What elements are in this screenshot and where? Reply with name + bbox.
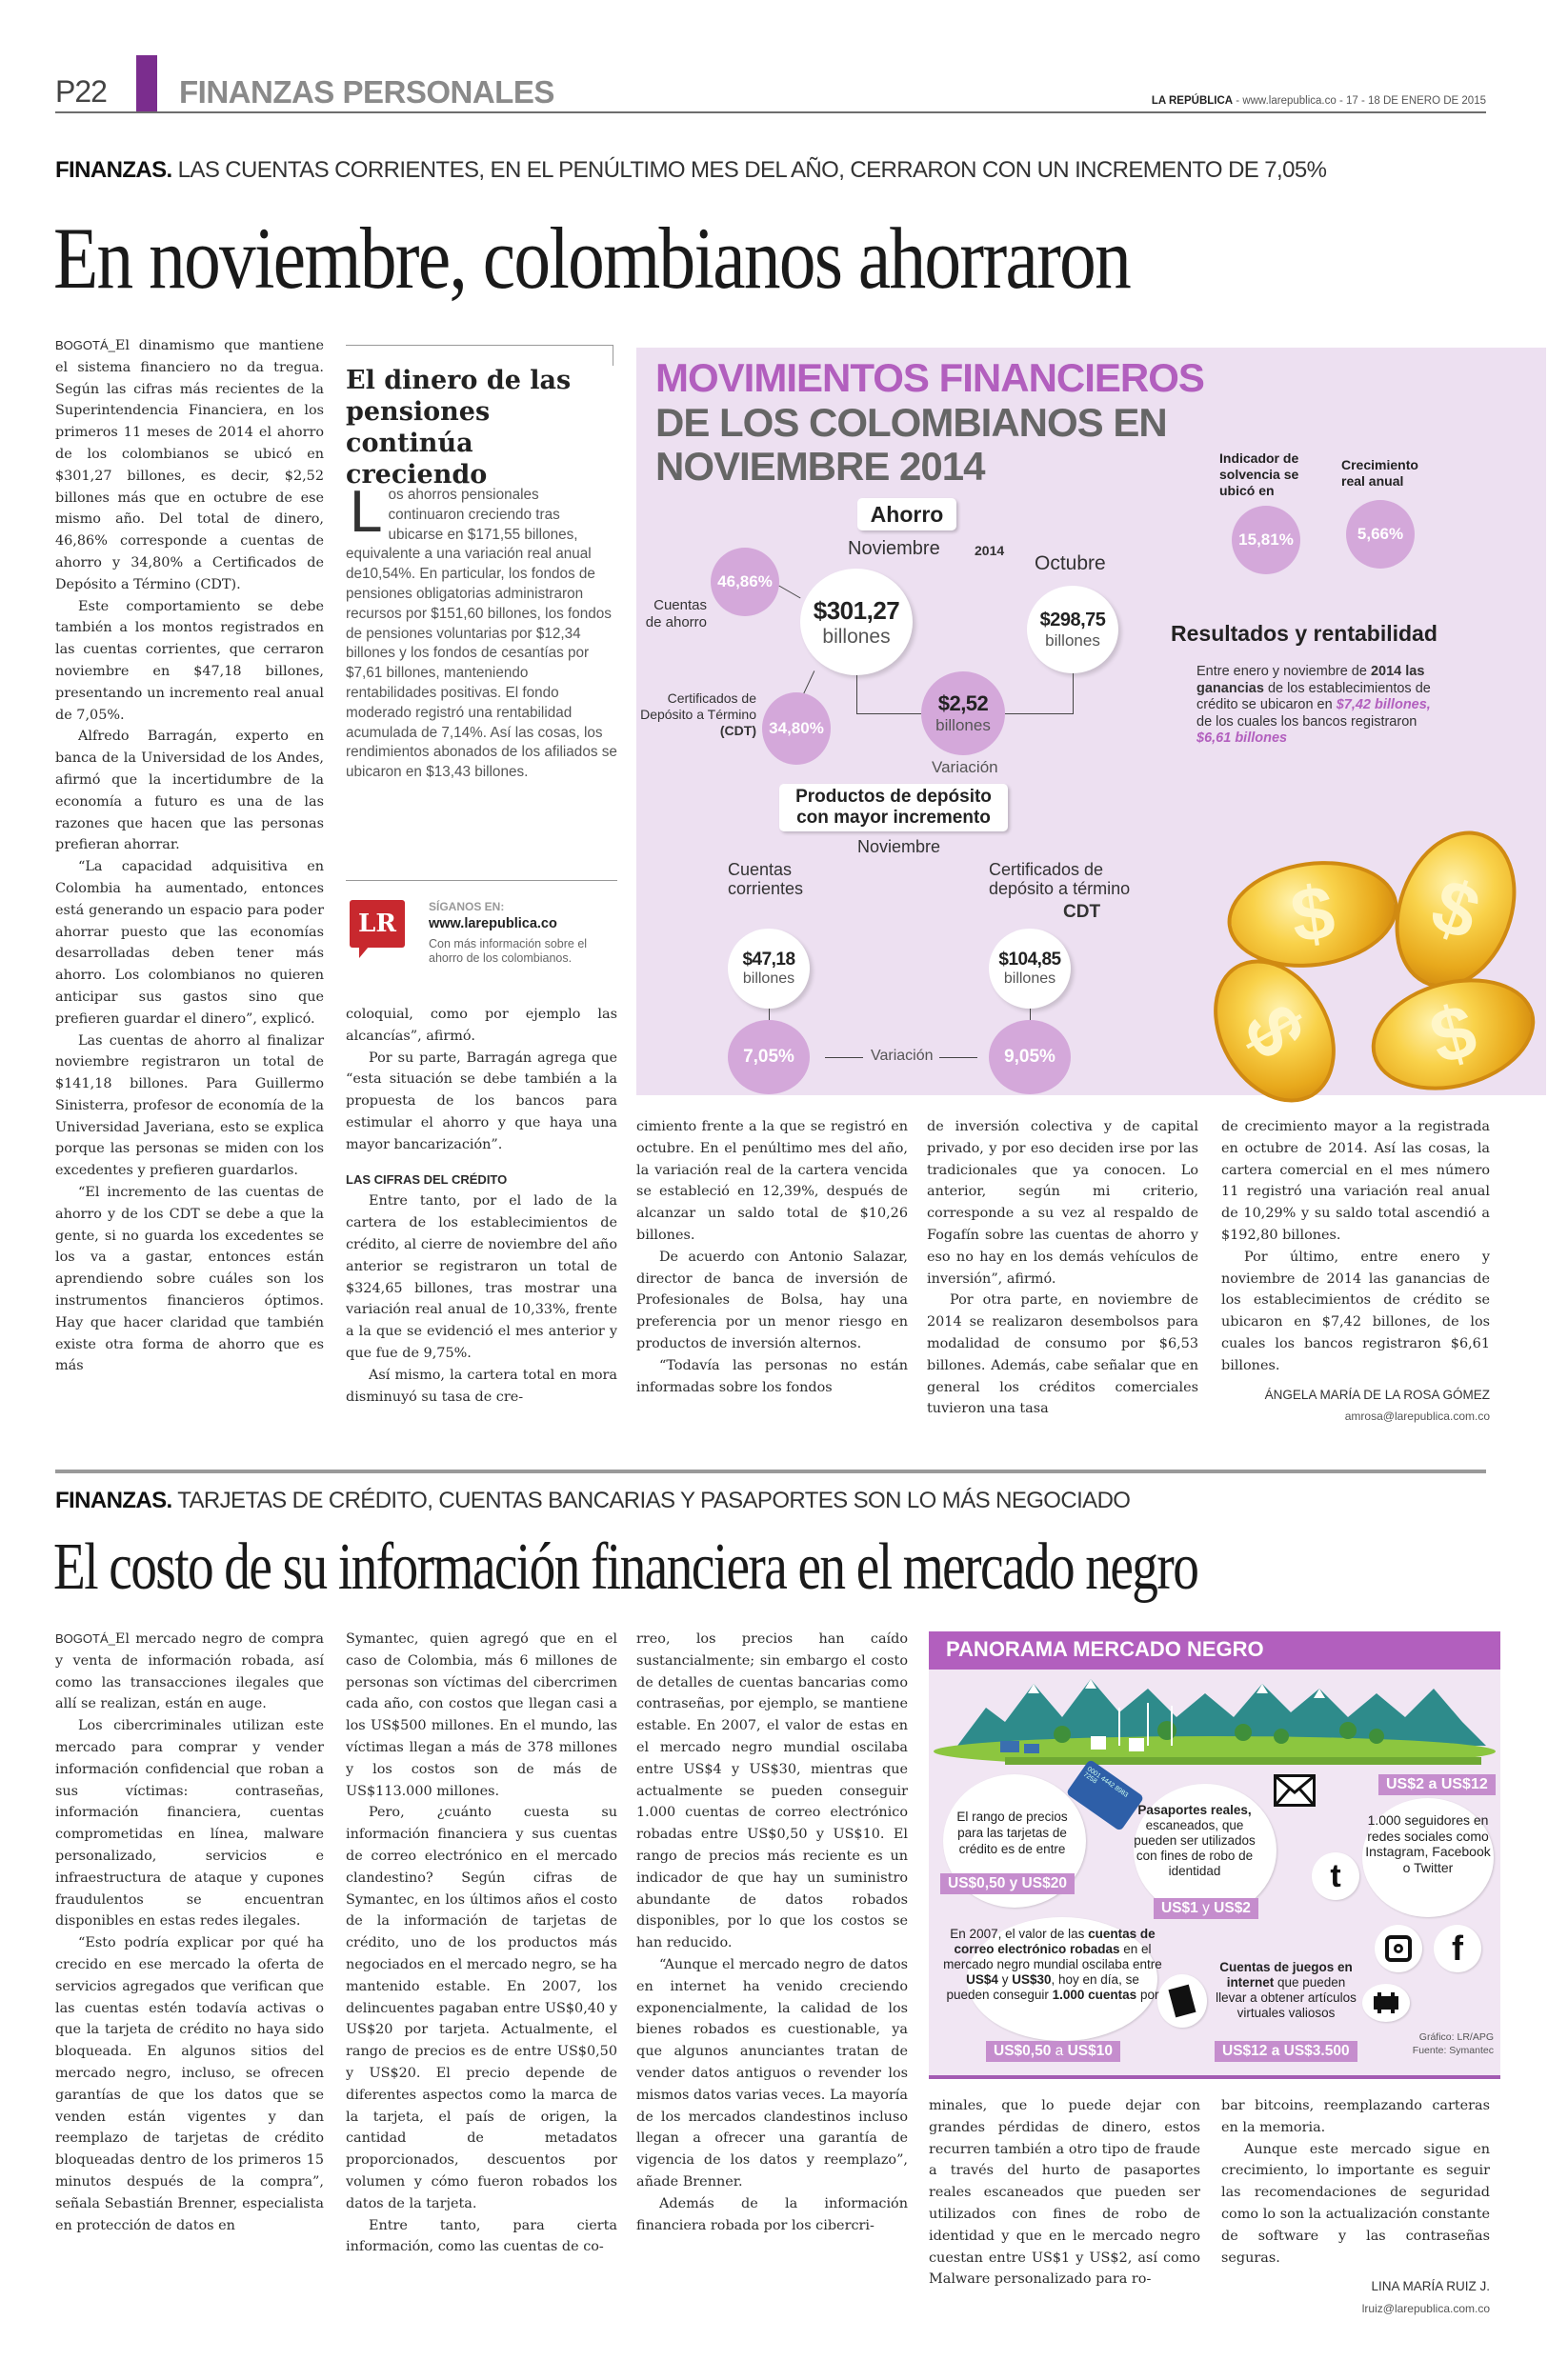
follow-description: Con más información sobre el ahorro de los colombianos.	[429, 937, 588, 965]
card-price: US$0,50 y US$20	[940, 1873, 1075, 1894]
sidebar-title: El dinero de las pensiones continúa creciendo	[346, 366, 572, 490]
follow-url-link[interactable]: www.larepublica.co	[429, 916, 557, 931]
dateline: BOGOTÁ_	[55, 338, 115, 352]
current-accounts-label: Cuentas corrientes	[728, 860, 804, 898]
price-high: US$2	[1214, 1900, 1251, 1916]
article1-kicker	[55, 157, 1326, 184]
article2-headline: El costo de su información financiera en el mercado negro	[53, 1530, 1198, 1604]
cdt2-pct: 9,05%	[1004, 1047, 1055, 1067]
november-value: $301,27	[813, 595, 900, 625]
issue-date: 17 - 18 DE ENERO DE 2015	[1345, 95, 1486, 107]
connector-line	[856, 675, 857, 713]
november-label: Noviembre	[848, 538, 940, 559]
passport-price	[1154, 1898, 1258, 1919]
variation-value: $2,52	[937, 691, 989, 715]
savings-accounts-circle	[711, 548, 779, 616]
solvency-label: Indicador de solvencia se ubicó en	[1219, 450, 1299, 498]
connector-line	[1005, 713, 1074, 714]
header-rule	[55, 111, 1486, 113]
cdt-pct: 34,80%	[769, 719, 824, 737]
year-label: 2014	[975, 543, 1005, 558]
passport-desc: escaneados, que pueden ser utilizados con fines de robo de identidad	[1134, 1818, 1256, 1878]
paragraph: Alfredo Barragán, experto en banca de la Universidad de los Andes, afirmó que la incertidumbre de la economía a futuro es una de las razones que hacen que las personas prefieran ahorrar.	[55, 729, 324, 853]
results-text	[1196, 664, 1446, 748]
coin-symbol: $	[1227, 990, 1323, 1070]
games-text	[1215, 1960, 1357, 2021]
infographic-subtitle: DE LOS COLOMBIANOS EN NOVIEMBRE 2014	[655, 400, 1167, 489]
cdt-value-circle	[989, 929, 1071, 1009]
unit-label: billones	[935, 716, 991, 734]
kicker-text: TARJETAS DE CRÉDITO, CUENTAS BANCARIAS Y PASAPORTES SON LO MÁS NEGOCIADO	[177, 1488, 1131, 1513]
games-bold: Cuentas de juegos en internet	[1219, 1960, 1353, 1990]
section-accent-bar	[136, 55, 157, 112]
page-number: P22	[55, 74, 107, 109]
cdt-label-abbr: (CDT)	[719, 723, 756, 738]
paragraph: De acuerdo con Antonio Salazar, director de banca de inversión de Profesionales de Bolsa, hay una preferencia por un menor riesgo en productos de inversión alternos.	[636, 1249, 908, 1351]
card-number: 0001 4442 8983 7258	[1081, 1766, 1130, 1799]
paragraph: rreo, los precios han caído sustancialmente; sin embargo el costo de detalles de cuentas bancarias como contraseñas, por ejemplo, se mantiene estable. En 2007, el valor de estas en el mercado negro mundial oscilaba entre US$4 y US$30, mientras que actualmente se pueden conseguir 1.000 cuentas de correo electrónico robadas entre US$0,50 y US$10. El rango de precios más reciente es un indicador de que hay un suministro abundante de datos robados disponibles, por lo que los costos se han reducido.	[636, 1631, 908, 1951]
coin-symbol: $	[1285, 869, 1340, 959]
results-title: Resultados y rentabilidad	[1171, 621, 1437, 646]
article2-column-1	[55, 1629, 324, 2371]
article1-column-1	[55, 335, 324, 1459]
savings-pct: 46,86%	[717, 572, 773, 590]
price-join: a	[1055, 2043, 1064, 2059]
paragraph: “El incremento de las cuentas de ahorro y de los CDT se debe a que la gente, si no guarda los excedentes se los va a gastar, entonces están aprendiendo sobre cuáles son los instrumentos financieros óptimos. Hay que hacer claridad que también existe otra forma de ahorro que es más	[55, 1185, 324, 1374]
products-variation-label: Variación	[871, 1048, 934, 1064]
unit-label: billones	[1003, 970, 1056, 987]
coin-symbol: $	[1421, 862, 1491, 956]
current-accounts-pct-circle	[728, 1020, 810, 1094]
paragraph: “Todavía las personas no están informadas sobre los fondos	[636, 1357, 908, 1395]
paragraph: Los cibercriminales utilizan este mercado para comprar y vender información confidencial que roban a sus víctimas: contraseñas, información financiera, cuentas comprometidas en línea, malware personalizado, servicios e infraestructura de ataque y cupones fraudulentos se encuentran disponibles en estas redes ilegales.	[55, 1718, 324, 1930]
email-text-2: en el mercado negro mundial oscilaba entre	[943, 1942, 1162, 1971]
products-month: Noviembre	[857, 837, 941, 856]
author-email[interactable]: lruiz@larepublica.com.co	[1361, 2302, 1490, 2316]
facebook-glyph: f	[1452, 1929, 1463, 1968]
email-bold-4: 1.000 cuentas	[1052, 1988, 1137, 2002]
lr-logo: LR	[350, 900, 405, 948]
cdt-term-label: Certificados de depósito a término	[989, 860, 1131, 898]
infographic-financial-movements	[636, 348, 1546, 1095]
twitter-icon	[1312, 1852, 1359, 1900]
paragraph: bar bitcoins, reemplazando carteras en la memoria.	[1221, 2098, 1490, 2135]
sidebar-text: os ahorros pensionales continuaron creciendo tras ubicarse en $171,55 billones, equivalente a una variación real anual de10,54%. En particular, los fondos de pensiones obligatorias administraron recursos por $151,60 billones, los fondos de pensiones voluntarias por $12,34 billones y los fondos de cesantías por $7,61 billones, manteniendo rentabilidades positivas. El fondo moderado registró una rentabilidad acumulada de 7,14%. Así las cosas, los rendimientos abonados de los afiliados se ubicaron en $13,43 billones.	[346, 487, 617, 781]
article1-column-2	[346, 1004, 617, 1461]
article1-column-3	[636, 1116, 908, 1461]
cdt-label	[638, 690, 756, 739]
article2-byline	[1221, 2276, 1490, 2320]
paragraph: “La capacidad adquisitiva en Colombia ha aumentado, entonces está generando un espacio para poder ahorrar puesto que las economías desarrolladas deben tener más ahorro. Los colombianos no quieren anticipar sus gastos sino que prefieren guardar el dinero”, explicó.	[55, 859, 324, 1027]
email-text-5: por	[1139, 1988, 1159, 2002]
game-invader-icon	[1362, 1984, 1410, 2022]
kicker-text: LAS CUENTAS CORRIENTES, EN EL PENÚLTIMO MES DEL AÑO, CERRARON CON UN INCREMENTO DE 7,05%	[177, 157, 1327, 183]
article1-column-4	[927, 1116, 1198, 1461]
sidebar-body	[346, 479, 617, 783]
results-text-1: Entre enero y noviembre de	[1196, 664, 1367, 679]
games-price: US$12 a US$3.500	[1215, 2041, 1357, 2062]
paragraph: Aunque este mercado sigue en crecimiento, lo importante es seguir las recomendaciones de seguridad como lo son la actualización constante de software y las contraseñas seguras.	[1221, 2141, 1490, 2266]
article-divider	[55, 1470, 1486, 1473]
connector-line	[939, 1057, 977, 1058]
solvency-value: 15,81%	[1238, 530, 1294, 549]
paragraph: Por último, entre enero y noviembre de 2014 las ganancias de los establecimientos de crédito se ubicaron en $7,42 billones, de los cuales los bancos registraron $6,61 billones.	[1221, 1249, 1490, 1373]
email-price	[986, 2041, 1120, 2062]
infographic-title: PANORAMA MERCADO NEGRO	[929, 1631, 1500, 1670]
price-high: US$10	[1067, 2043, 1113, 2059]
graphic-credit: Gráfico: LR/APG	[1418, 2031, 1494, 2043]
paragraph: Por otra parte, en noviembre de 2014 se realizaron desembolsos para modalidad de consumo por $6,53 billones. Además, cabe señalar que en general los créditos comerciales tuvieron una tasa	[927, 1292, 1198, 1417]
cdt-value: $104,85	[998, 950, 1061, 970]
unit-label: billones	[822, 625, 891, 648]
paragraph-text: El dinamismo que mantiene el sistema financiero no da tregua. Según las cifras más recientes de la Superintendencia Financiera, en los primeros 11 meses de 2014 el ahorro de los colombianos se ubicó en $301,27 billones, es decir, $2,52 billones más que en octubre de ese mismo año. Del total de dinero, 46,86% corresponde a cuentas de ahorro y 34,80% a Certificados de Depósito a Término (CDT).	[55, 338, 324, 592]
ahorro-label: Ahorro	[857, 498, 956, 530]
coin-icon	[1189, 937, 1360, 1124]
cdt-circle	[762, 692, 831, 765]
results-bold: 2014 las ganancias	[1196, 664, 1425, 696]
landscape-illustration	[929, 1670, 1500, 1765]
paragraph: Entre tanto, por el lado de la cartera de los establecimientos de crédito, al cierre de noviembre del año anterior se registraron un total de $324,65 billones, tras mostrar una variación real anual de 10,33%, frente a la que se evidenció el mes anterior y que fue de 9,75%.	[346, 1193, 617, 1361]
games-desc: que pueden llevar a obtener artículos virtuales valiosos	[1216, 1975, 1357, 2020]
price-low: US$1	[1161, 1900, 1198, 1916]
follow-label: SÍGANOS EN:	[429, 900, 505, 913]
section-title: FINANZAS PERSONALES	[179, 74, 554, 110]
instagram-icon	[1375, 1925, 1422, 1972]
twitter-glyph: t	[1330, 1857, 1341, 1894]
article2-column-3	[636, 1629, 908, 2371]
coin-icon	[1358, 961, 1547, 1107]
connector-line	[1073, 673, 1074, 713]
october-value: $298,75	[1039, 609, 1106, 630]
masthead: LA REPÚBLICA - www.larepublica.co - 17 - 18 DE ENERO DE 2015	[1151, 95, 1486, 107]
price-low: US$0,50	[994, 2043, 1052, 2059]
article1-column-5	[1221, 1116, 1490, 1461]
passport-bold: Pasaportes reales,	[1137, 1803, 1252, 1817]
paragraph: de crecimiento mayor a la registrada en octubre de 2014. Así las cosas, la cartera comercial en el mes número 11 registró una variación real anual de 10,29% y su saldo total ascendió a $192,80 billones.	[1221, 1119, 1490, 1243]
growth-value: 5,66%	[1357, 525, 1404, 543]
results-value-1: $7,42 billones,	[1336, 697, 1431, 712]
passport-text	[1124, 1803, 1265, 1879]
author-name: ÁNGELA MARÍA DE LA ROSA GÓMEZ	[1264, 1387, 1490, 1402]
article1-headline: En noviembre, colombianos ahorraron	[53, 210, 1131, 307]
connector-line	[856, 713, 921, 714]
results-text-2: de los establecimientos de crédito se ubicaron en	[1196, 680, 1431, 712]
unit-label: billones	[1045, 630, 1100, 650]
article2-column-5	[1221, 2095, 1490, 2371]
infographic-title: MOVIMIENTOS FINANCIEROS	[655, 355, 1204, 400]
paragraph: minales, que lo puede dejar con grandes pérdidas de dinero, estos recurren también a otro tipo de fraude a través del hurto de pasaportes reales escaneados que pueden ser utilizados con fines de robo de identidad y que en le mercado negro cuestan entre US$1 y US$2, así como Malware personalizado para ro-	[929, 2098, 1200, 2288]
current-pct: 7,05%	[743, 1047, 794, 1067]
card-text: El rango de precios para las tarjetas de crédito es de entre	[956, 1810, 1068, 1856]
paragraph: “Esto podría explicar por qué ha crecido en ese mercado la oferta de servicios agregados que verifican que las cuentas estén todavía activas o que la tarjeta de crédito no haya sido bloqueada. En algunos sitios del mercado negro, incluso, se ofrecen garantías de que los datos que se venden están vigentes y dan reemplazo de tarjetas de crédito bloqueadas dentro de los primeros 15 minutos después de la compra”, señala Sebastián Brenner, especialista en protección de datos en	[55, 1935, 324, 2233]
social-price: US$2 a US$12	[1378, 1774, 1496, 1795]
variation-label: Variación	[932, 758, 998, 776]
price-join: y	[1202, 1900, 1210, 1916]
coin-symbol: $	[1421, 987, 1485, 1081]
current-accounts-value-circle	[728, 929, 810, 1009]
article2-column-4	[929, 2095, 1200, 2371]
paragraph: Además de la información financiera robada por los cibercri-	[636, 2195, 908, 2233]
unit-label: billones	[742, 970, 795, 987]
paragraph: “Aunque el mercado negro de datos en internet ha venido creciendo exponencialmente, la calidad de los bienes robados es cuestionable, ya que algunos anunciantes tratan de vender datos antiguos o revender los mismos datos varias veces. La mayoría de los mercados clandestinos incluso llegan a ofrecer una garantía de vigencia de los datos y reemplazo”, añade Brenner.	[636, 1956, 908, 2190]
social-text: 1.000 seguidores en redes sociales como Instagram, Facebook o Twitter	[1365, 1812, 1491, 1875]
paragraph: Symantec, quien agregó que en el caso de Colombia, más 6 millones de personas son víctimas del cibercrimen cada año, con costos que llegan casi a los US$500 millones. En el mundo, las víctimas llegan a más de 378 millones y los costos son de más de US$113.000 millones.	[346, 1631, 617, 1799]
paragraph-text: El mercado negro de compra y venta de información robada, así como las transacciones ilegales que allí se realizan, están en auge.	[55, 1631, 324, 1712]
sidebar-rule	[346, 345, 613, 346]
kicker-tag: FINANZAS.	[55, 1488, 172, 1513]
email-text-4: , hoy en día, se pueden conseguir	[946, 1972, 1139, 2002]
logo-speech-tail	[359, 947, 369, 958]
paragraph: Entre tanto, para cierta información, como las cuentas de co-	[346, 2217, 617, 2255]
growth-circle	[1346, 500, 1415, 569]
coin-icon	[1375, 814, 1538, 1006]
paragraph: coloquial, como por ejemplo las alcancías”, afirmó.	[346, 1007, 617, 1044]
graphic-source: Fuente: Symantec	[1412, 2045, 1494, 2056]
cdt-pct-circle	[989, 1020, 1071, 1094]
growth-label: Crecimiento real anual	[1341, 457, 1418, 489]
facebook-icon	[1434, 1925, 1481, 1972]
email-text	[943, 1927, 1162, 2003]
paragraph: Las cuentas de ahorro al finalizar noviembre registraron un total de $141,18 billones. Para Guillermo Sinisterra, profesor de economía de la Universidad Javeriana, esto se explica porque las personas se miden con los excedentes y prefieren guardarlos.	[55, 1032, 324, 1179]
email-bold-1: cuentas de correo electrónico robadas	[954, 1927, 1156, 1956]
paragraph: Así mismo, la cartera total en mora disminuyó su tasa de cre-	[346, 1367, 617, 1405]
email-bold-3: US$30	[1012, 1972, 1052, 1987]
drop-cap: L	[350, 479, 383, 545]
solvency-circle	[1232, 506, 1300, 574]
website-link[interactable]: www.larepublica.co	[1242, 95, 1337, 107]
dateline: BOGOTÁ_	[55, 1631, 115, 1646]
cdt-abbr: CDT	[1063, 902, 1101, 922]
paragraph: cimiento frente a la que se registró en octubre. En el penúltimo mes del año, la variación real de la cartera vencida se estableció en 12,39%, después de alcanzar un saldo total de $10,26 billones.	[636, 1119, 908, 1243]
results-text-3: de los cuales los bancos registraron	[1196, 713, 1417, 730]
infographic-black-market	[929, 1631, 1500, 2079]
email-bold-2: US$4	[966, 1972, 998, 1987]
email-text-3: y	[1001, 1972, 1009, 1987]
sidebar-rule	[346, 880, 617, 881]
subheading: LAS CIFRAS DEL CRÉDITO	[346, 1171, 508, 1187]
kicker-tag: FINANZAS.	[55, 157, 172, 183]
paragraph: Por su parte, Barragán agrega que “esta situación se debe también a la propuesta de los bancos para estimular el ahorro y que haya una mayor bancarización”.	[346, 1050, 617, 1152]
results-value-2: $6,61 billones	[1196, 730, 1288, 746]
cdt-label-text: Certificados de Depósito a Término	[640, 690, 756, 722]
publication-name: LA REPÚBLICA	[1151, 95, 1234, 107]
envelope-icon	[1274, 1774, 1316, 1807]
savings-accounts-label: Cuentas de ahorro	[645, 597, 707, 630]
email-text-1: En 2007, el valor de las	[950, 1927, 1085, 1941]
october-label: Octubre	[1035, 552, 1106, 574]
paragraph: Pero, ¿cuánto cuesta su información financiera y sus cuentas de correo electrónico en el mercado clandestino? Según cifras de Symantec, en los últimos años el costo de la información de tarjetas de crédito, uno de los productos más negociados en el mercado negro, se ha mantenido estable. En 2007, los delincuentes pagaban entre US$0,40 y US$20 por tarjeta. Actualmente, el rango de precios es de entre US$0,50 y US$20. El precio depende de diferentes aspectos como la marca de la tarjeta, el país de origen, la cantidad de metadatos proporcionados, descuentos por volumen y cómo fueron robados los datos de la tarjeta.	[346, 1805, 617, 2211]
paragraph: Este comportamiento se debe también a los montos registrados en las cuentas corrientes, que cerraron noviembre en $47,18 billones, presentando un incremento real anual de 7,05%.	[55, 598, 324, 723]
paragraph	[55, 335, 324, 596]
coin-icon	[1220, 850, 1405, 978]
paragraph: de inversión colectiva y de capital privado, y por eso deciden irse por las tradicionales que ya conocen. Lo anterior, según mi criterio, corresponde a su vez al respaldo de Fogafín sobre las cuentas de ahorro y eso no hay en los demás vehículos de inversión”, afirmó.	[927, 1119, 1198, 1287]
products-label: Productos de depósito con mayor incremento	[779, 784, 1008, 831]
november-savings-circle	[800, 569, 913, 675]
current-value: $47,18	[742, 950, 795, 970]
october-savings-circle	[1027, 586, 1118, 673]
author-name: LINA MARÍA RUIZ J.	[1371, 2279, 1490, 2294]
author-email[interactable]: amrosa@larepublica.com.co	[1344, 1410, 1490, 1424]
article2-column-2	[346, 1629, 617, 2371]
variation-circle	[921, 671, 1005, 755]
article1-byline	[1221, 1385, 1490, 1429]
article2-kicker	[55, 1488, 1130, 1514]
connector-line	[778, 586, 800, 599]
notebook-icon	[1157, 1974, 1207, 2028]
paragraph	[55, 1629, 324, 1715]
connector-line	[825, 1057, 863, 1058]
